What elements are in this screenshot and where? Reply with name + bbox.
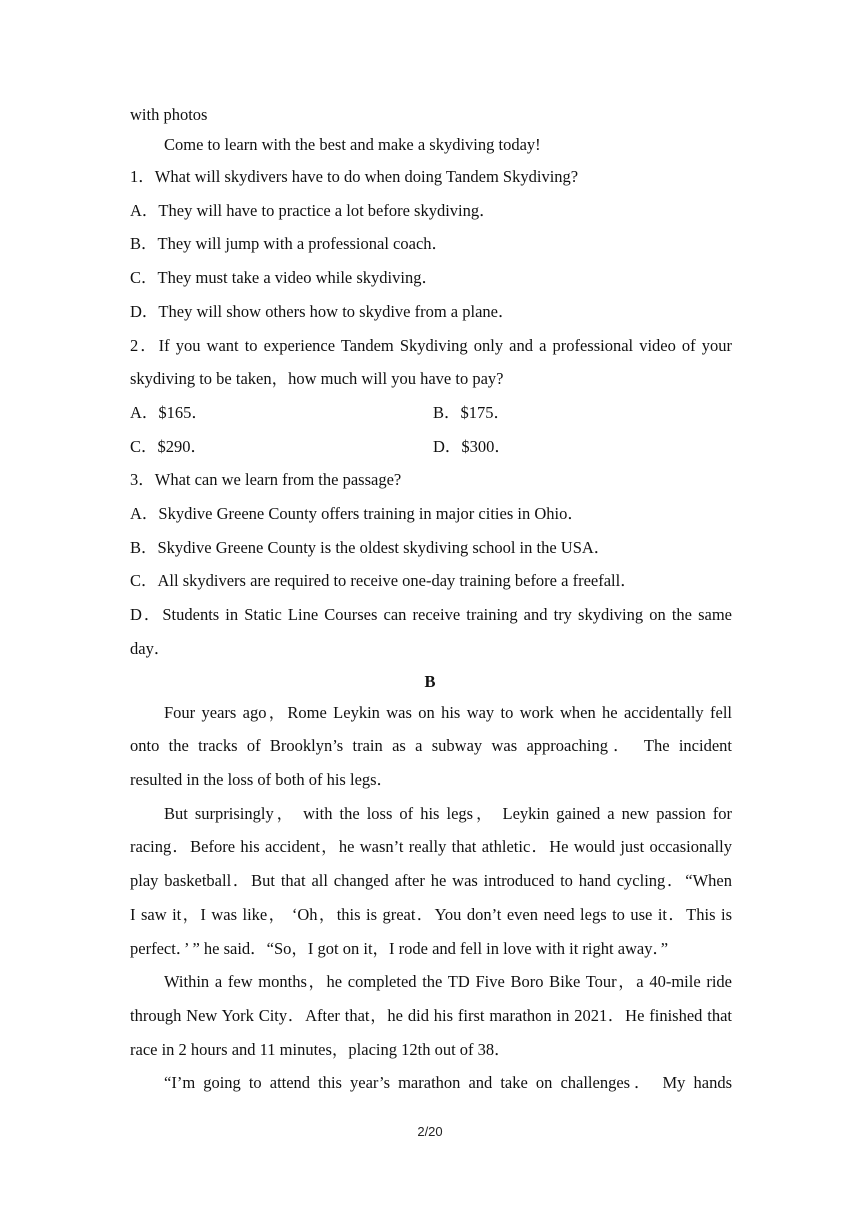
text-line: Come to learn with the best and make a skydiving today! bbox=[164, 135, 541, 154]
paragraph-line: play basketball．But that all changed after he was introduced to hand cycling．“When bbox=[130, 871, 732, 890]
question-2: 2．If you want to experience Tandem Skydiving only and a professional video of your bbox=[130, 336, 732, 355]
option-line: D．Students in Static Line Courses can receive training and try skydiving on the same bbox=[130, 605, 732, 624]
option-line: D．They will show others how to skydive from a plane． bbox=[130, 302, 515, 321]
paragraph-line: racing．Before his accident，he wasn’t really that athletic．He would just occasionally bbox=[130, 837, 732, 856]
paragraph-line: race in 2 hours and 11 minutes，placing 12th out of 38． bbox=[130, 1040, 511, 1059]
option-line: B．Skydive Greene County is the oldest skydiving school in the USA． bbox=[130, 538, 611, 557]
option-line-cont: day． bbox=[130, 639, 171, 658]
paragraph-line: onto the tracks of Brooklyn’s train as a subway was approaching． The incident bbox=[130, 736, 732, 755]
option-line: A．They will have to practice a lot before skydiving． bbox=[130, 201, 496, 220]
page-number: 2/20 bbox=[417, 1124, 443, 1139]
option-line: C．All skydivers are required to receive one-day training before a freefall． bbox=[130, 571, 637, 590]
paragraph-line: Four years ago，Rome Leykin was on his way to work when he accidentally fell bbox=[164, 703, 732, 722]
paragraph-line: I saw it，I was like， ‘Oh，this is great．You don’t even need legs to use it．This is bbox=[130, 905, 732, 924]
section-heading: B bbox=[424, 672, 436, 691]
option-line: A．$165． bbox=[130, 403, 208, 422]
paragraph-line: But surprisingly， with the loss of his legs， Leykin gained a new passion for bbox=[164, 804, 732, 823]
option-line: B．$175． bbox=[433, 403, 511, 422]
option-line: C．$290． bbox=[130, 437, 208, 456]
option-line: D．$300． bbox=[433, 437, 511, 456]
option-line: C．They must take a video while skydiving． bbox=[130, 268, 438, 287]
question-3: 3．What can we learn from the passage? bbox=[130, 470, 402, 489]
text-line: with photos bbox=[130, 105, 208, 124]
paragraph-line: through New York City．After that，he did his first marathon in 2021．He finished that bbox=[130, 1006, 732, 1025]
paragraph-line: resulted in the loss of both of his legs． bbox=[130, 770, 394, 789]
paragraph-line: perfect．’ ” he said．“So，I got on it，I rode and fell in love with it right away．” bbox=[130, 939, 669, 958]
question-2-cont: skydiving to be taken，how much will you have to pay? bbox=[130, 369, 504, 388]
paragraph-line: “I’m going to attend this year’s marathon and take on challenges． My hands bbox=[164, 1073, 732, 1092]
question-1: 1．What will skydivers have to do when doing Tandem Skydiving? bbox=[130, 167, 579, 186]
option-line: A．Skydive Greene County offers training in major cities in Ohio． bbox=[130, 504, 584, 523]
option-line: B．They will jump with a professional coach． bbox=[130, 234, 449, 253]
paragraph-line: Within a few months，he completed the TD Five Boro Bike Tour，a 40-mile ride bbox=[164, 972, 732, 991]
